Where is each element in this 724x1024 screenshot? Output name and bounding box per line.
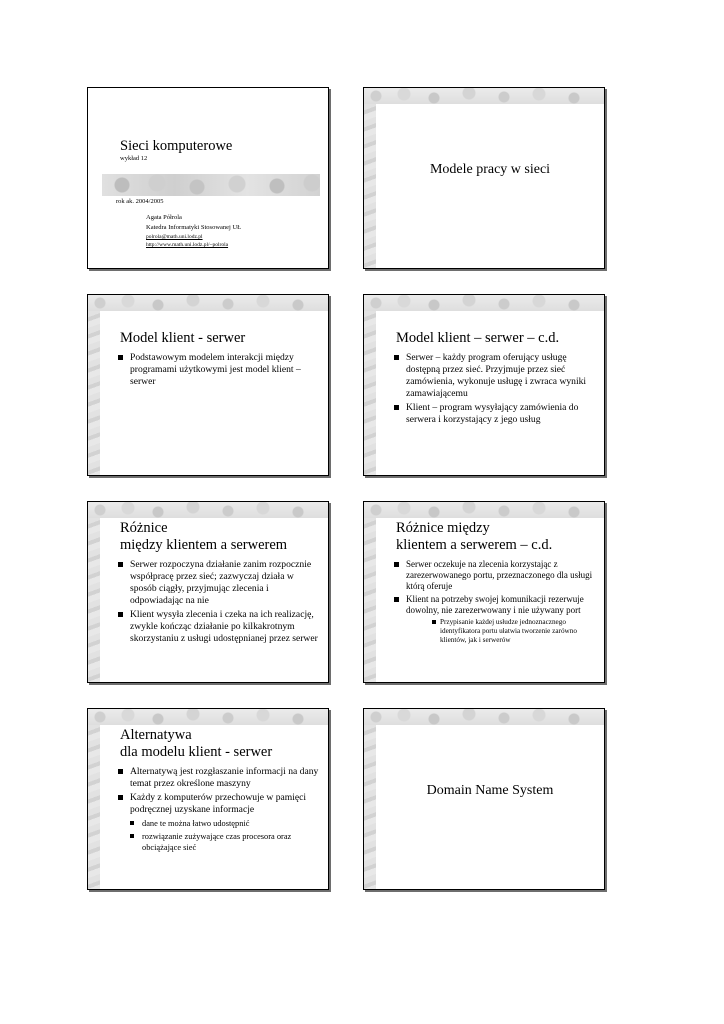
slide-6 bbox=[363, 501, 605, 683]
bullet-item: Alternatywą jest rozgłaszanie informacji na dany temat przez określone maszyny bbox=[118, 766, 322, 790]
department: Katedra Informatyki Stosowanej UŁ bbox=[146, 224, 242, 231]
bullet-item: Serwer oczekuje na zlecenia korzystając z zarezerwowanego portu, przeznaczonego dla usługi którą oferuje bbox=[394, 559, 598, 592]
bullet-item: Serwer rozpoczyna działanie zanim rozpocznie współpracę przez sieć; zazwyczaj działa w sposób ciągły, przyjmując zlecenia i odpowiadając na nie bbox=[118, 559, 322, 607]
slide-title: Model klient – serwer – c.d. bbox=[396, 330, 560, 346]
slide-title-line-1: Różnice bbox=[120, 520, 168, 536]
email-link[interactable]: polrola@math.uni.lodz.pl bbox=[146, 234, 203, 240]
bullet-item: Klient na potrzeby swojej komunikacji rezerwuje dowolny, nie zarezerwowany i nie używany port bbox=[394, 594, 598, 616]
decorative-side-strip bbox=[364, 311, 376, 475]
bullet-item: Klient wysyła zlecenia i czeka na ich realizację, zwykle kończąc działanie po kilkakrotnym skorzystaniu z usługi udostępnianej przez serwer bbox=[118, 609, 322, 645]
bullet-item: Każdy z komputerów przechowuje w pamięci podręcznej uzyskane informacje bbox=[118, 792, 322, 816]
bullet-list bbox=[118, 559, 322, 647]
sub-bullet-item: rozwiązanie zużywające czas procesora oraz obciążające sieć bbox=[130, 831, 322, 853]
decorative-leaf-band bbox=[364, 502, 604, 518]
bullet-list bbox=[394, 559, 598, 647]
decorative-leaf-band bbox=[88, 502, 328, 518]
decorative-leaf-band bbox=[364, 709, 604, 725]
slide-3 bbox=[87, 294, 329, 476]
author-name: Agata Półrola bbox=[146, 214, 182, 221]
slide-subtitle: wykład 12 bbox=[120, 155, 148, 162]
slide-title-line-1: Alternatywa bbox=[120, 727, 192, 743]
slide-title: Model klient - serwer bbox=[120, 330, 246, 346]
slide-title: Modele pracy w sieci bbox=[429, 162, 551, 177]
slide-1 bbox=[87, 87, 329, 269]
slide-8 bbox=[363, 708, 605, 890]
sub-bullet-item: Przypisanie każdej usłudze jednoznacznego identyfikatora portu ułatwia tworzenie zarówno klientów, jak i serwerów bbox=[432, 618, 598, 645]
bullet-list bbox=[118, 766, 322, 855]
decorative-side-strip bbox=[364, 725, 376, 889]
slide-4 bbox=[363, 294, 605, 476]
slide-5 bbox=[87, 501, 329, 683]
bullet-item: Klient – program wysyłający zamówienia do serwera i korzystający z jego usług bbox=[394, 402, 598, 426]
slide-title-line-2: dla modelu klient - serwer bbox=[120, 744, 273, 760]
slide-2 bbox=[363, 87, 605, 269]
sub-bullet-item: dane te można łatwo udostępnić bbox=[130, 818, 322, 829]
decorative-side-strip bbox=[88, 311, 100, 475]
academic-year: rok ak. 2004/2005 bbox=[116, 198, 164, 205]
decorative-leaf-band bbox=[102, 174, 320, 196]
decorative-side-strip bbox=[88, 725, 100, 889]
decorative-leaf-band bbox=[364, 88, 604, 104]
bullet-list bbox=[118, 352, 322, 390]
decorative-side-strip bbox=[364, 104, 376, 268]
decorative-leaf-band bbox=[88, 295, 328, 311]
decorative-side-strip bbox=[364, 518, 376, 682]
slide-title-line-2: klientem a serwerem – c.d. bbox=[396, 537, 553, 553]
bullet-item: Podstawowym modelem interakcji między programami użytkowymi jest model klient – serwer bbox=[118, 352, 322, 388]
decorative-leaf-band bbox=[88, 709, 328, 725]
bullet-list bbox=[394, 352, 598, 428]
slide-title: Domain Name System bbox=[426, 783, 554, 798]
slide-title: Sieci komputerowe bbox=[120, 138, 233, 154]
decorative-side-strip bbox=[88, 518, 100, 682]
slide-title-line-2: między klientem a serwerem bbox=[120, 537, 288, 553]
slide-title-line-1: Różnice między bbox=[396, 520, 490, 536]
homepage-link[interactable]: http://www.math.uni.lodz.pl/~polrola bbox=[146, 242, 229, 248]
bullet-item: Serwer – każdy program oferujący usługę dostępną przez sieć. Przyjmuje przez sieć zamówienia, wykonuje usługę i zwraca wyniki zamawiającemu bbox=[394, 352, 598, 400]
decorative-leaf-band bbox=[364, 295, 604, 311]
slide-7 bbox=[87, 708, 329, 890]
